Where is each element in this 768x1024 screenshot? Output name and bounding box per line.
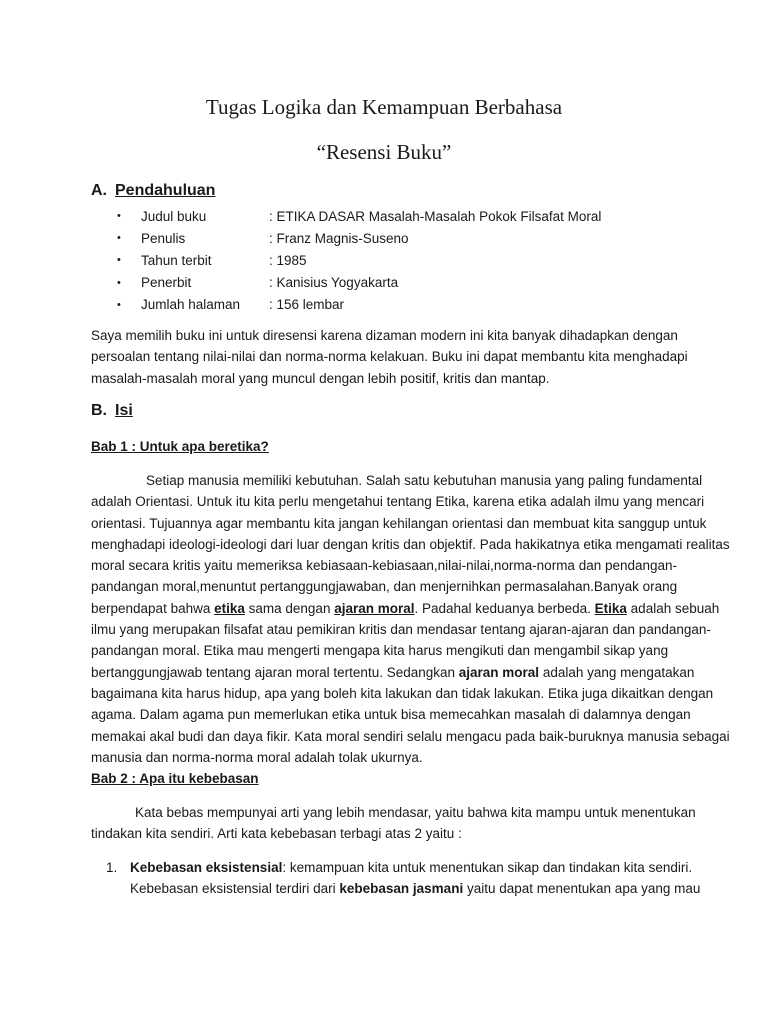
text-line: Setiap manusia memiliki kebutuhan. Salah satu kebutuhan manusia yang paling fundamental: [146, 473, 703, 488]
list-item: [117, 227, 601, 249]
text-line: persoalan tentang nilai-nilai dan norma-norma kelakuan. Buku ini dapat membantu kita menghadapi: [91, 349, 688, 365]
text-line: memakai akal budi dan daya fikir. Kata moral sendiri selalu mengacu pada baik-buruknya manusia sebagai: [91, 728, 730, 744]
bullet-icon: •: [117, 232, 121, 245]
book-info-value: : 156 lembar: [269, 297, 345, 313]
text-line: orientasi. Tujuannya agar membantu kita jangan kehilangan orientasi dan membuat kita sanggup untuk: [91, 515, 707, 531]
book-info-list: [117, 205, 601, 316]
section-b-letter: B.: [91, 402, 107, 419]
bab2-paragraph: [91, 802, 696, 845]
text-line: [91, 598, 720, 619]
bullet-icon: •: [117, 298, 121, 311]
book-info-label: Judul buku: [141, 208, 207, 224]
book-info-label: Penerbit: [141, 275, 192, 291]
emphasis-etika: etika: [214, 600, 245, 616]
bab1-heading: Bab 1 : Untuk apa beretika?: [91, 439, 269, 454]
book-info-label: Jumlah halaman: [141, 297, 241, 313]
text-line: menghadapi ideologi-ideologi dari luar dengan kritis dan objektif. Pada hakikatnya etika mengamati realitas: [91, 536, 730, 552]
book-info-label: Penulis: [141, 230, 186, 246]
list-item: [117, 249, 601, 271]
book-info-label: Tahun terbit: [141, 252, 212, 268]
list-item: [117, 272, 601, 294]
text-line: tindakan kita sendiri. Arti kata kebebasan terbagi atas 2 yaitu :: [91, 826, 462, 842]
text-span: sama dengan: [244, 600, 335, 616]
emphasis-ajaran-moral: ajaran moral: [334, 600, 415, 616]
list-item: [106, 857, 700, 878]
bullet-icon: •: [117, 210, 121, 223]
text-span: adalah sebuah: [626, 600, 720, 616]
book-info-value: : ETIKA DASAR Masalah-Masalah Pokok Filsafat Moral: [269, 208, 602, 224]
bullet-icon: •: [117, 254, 121, 267]
text-line: pandangan moral,menuntut pertanggungjawaban, dan menjernihkan permasalahan.Banyak orang: [91, 579, 678, 595]
term-kebebasan-eksistensial: Kebebasan eksistensial: [130, 860, 283, 875]
bullet-icon: •: [117, 276, 121, 289]
document-subtitle: “Resensi Buku”: [316, 140, 452, 164]
text-line: ilmu yang merupakan filsafat atau pemikiran kritis dan mendasar tentang ajaran-ajaran dan pandangan-: [91, 622, 711, 638]
book-info-value: : 1985: [269, 252, 307, 268]
text-line: Saya memilih buku ini untuk diresensi karena dizaman modern ini kita banyak dihadapkan dengan: [91, 328, 678, 343]
list-number: 1.: [106, 860, 118, 875]
book-info-value: : Franz Magnis-Suseno: [269, 230, 409, 246]
book-info-value: : Kanisius Yogyakarta: [269, 275, 399, 291]
text-line: [106, 878, 700, 899]
text-span: bertanggungjawab tentang ajaran moral tertentu. Sedangkan: [91, 664, 459, 680]
bab2-numbered-list: [106, 857, 700, 900]
section-b-heading: [91, 402, 133, 420]
text-span: adalah yang mengatakan: [539, 664, 695, 680]
document-title: Tugas Logika dan Kemampuan Berbahasa: [205, 95, 563, 119]
list-item: [117, 205, 601, 227]
text-line: pandangan moral. Etika mau mengerti mengapa kita harus mengikuti dan mengambil sikap yang: [91, 643, 669, 659]
section-a-heading: [91, 182, 215, 200]
text-line: moral secara kritis yaitu memeriksa kebiasaan-kebiasaan,nilai-nilai,norma-norma dan pendangan-: [91, 558, 678, 574]
text-line: bagaimana kita harus hidup, apa yang boleh kita lakukan dan tidak lakukan. Etika juga dikaitkan dengan: [91, 685, 714, 701]
text-span: berpendapat bahwa: [91, 600, 215, 616]
emphasis-ajaran-moral: ajaran moral: [458, 664, 540, 680]
text-line: Kata bebas mempunyai arti yang lebih mendasar, yaitu bahwa kita mampu untuk menentukan: [135, 805, 696, 820]
list-item: [117, 294, 601, 316]
bab2-heading: Bab 2 : Apa itu kebebasan: [91, 771, 259, 786]
intro-paragraph: [91, 325, 688, 389]
section-a-letter: A.: [91, 182, 107, 199]
text-line: agama. Dalam agama pun memerlukan etika untuk bisa memecahkan masalah di dalamnya dengan: [91, 707, 691, 723]
text-line: masalah-masalah moral yang muncul dengan lebih positif, kritis dan mantap.: [91, 370, 550, 386]
section-a-title: Pendahuluan: [115, 182, 216, 199]
text-line: [91, 662, 695, 683]
term-kebebasan-jasmani: kebebasan jasmani: [339, 881, 464, 897]
text-span: : kemampuan kita untuk menentukan sikap dan tindakan kita sendiri.: [282, 860, 693, 875]
text-line: adalah Orientasi. Untuk itu kita perlu mengetahui tentang Etika, karena etika adalah ilmu yang mencari: [91, 494, 705, 510]
text-span: . Padahal keduanya berbeda.: [414, 600, 595, 616]
bab1-paragraph: [91, 470, 730, 768]
text-line: manusia dan norma-norma moral adalah tolak ukurnya.: [91, 749, 423, 765]
emphasis-etika: Etika: [594, 600, 627, 616]
text-span: yaitu dapat menentukan apa yang mau: [463, 881, 701, 897]
section-b-title: Isi: [115, 402, 133, 419]
text-span: Kebebasan eksistensial terdiri dari: [130, 881, 340, 897]
